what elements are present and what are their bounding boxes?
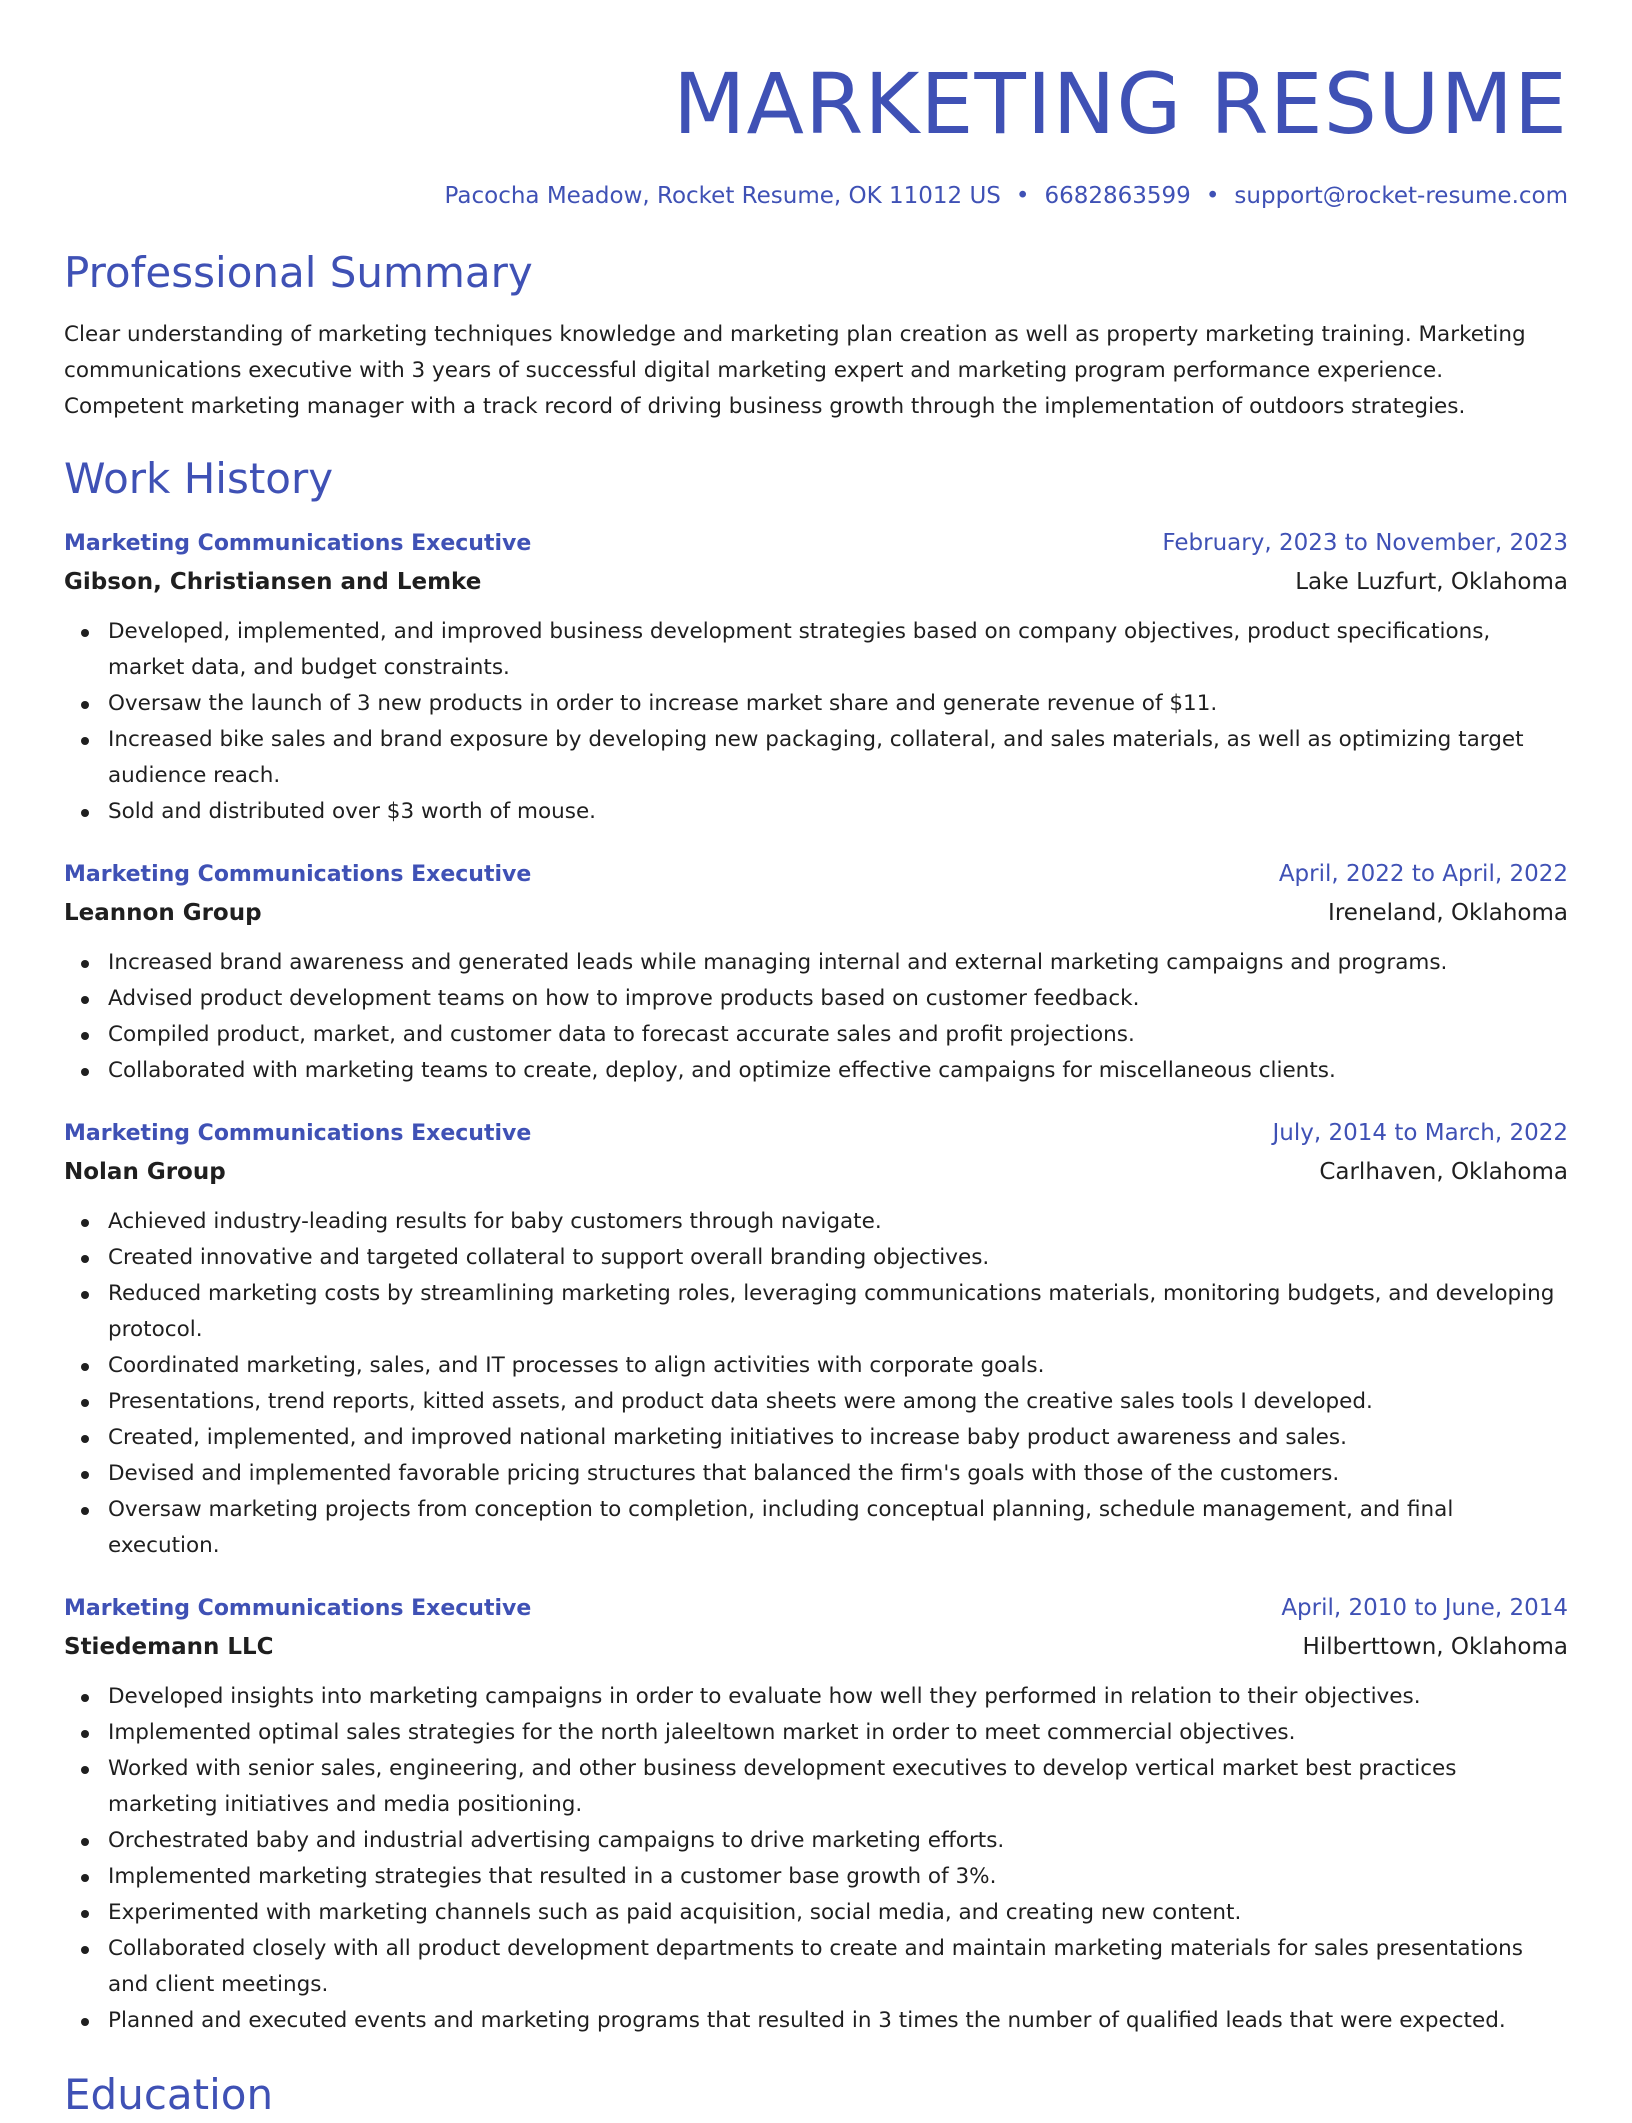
job-bullet: Developed insights into marketing campaigns in order to evaluate how well they performed in relation to their objectives. [108,1679,1568,1715]
contact-separator: • [1015,183,1030,209]
contact-separator: • [1205,183,1220,209]
job-company: Nolan Group [64,1159,226,1185]
job-dates: July, 2014 to March, 2022 [1272,1120,1568,1146]
job-company-row [64,893,1568,933]
job-company: Leannon Group [64,900,262,926]
job-title: Marketing Communications Executive [64,1596,532,1621]
job-bullet: Implemented optimal sales strategies for the north jaleeltown market in order to meet commercial objectives. [108,1715,1568,1751]
job-bullet: Sold and distributed over $3 worth of mouse. [108,794,1568,830]
contact-email: support@rocket-resume.com [1234,183,1568,209]
job-bullet: Coordinated marketing, sales, and IT processes to align activities with corporate goals. [108,1348,1568,1384]
job-bullet: Experimented with marketing channels such as paid acquisition, social media, and creating new content. [108,1895,1568,1931]
education-heading: Education [64,2070,274,2119]
job-dates: February, 2023 to November, 2023 [1162,530,1568,556]
job-bullet: Reduced marketing costs by streamlining marketing roles, leveraging communications materials, monitoring budgets, and developing protocol. [108,1276,1568,1348]
job-location: Carlhaven, Oklahoma [1319,1159,1568,1185]
job-bullet-list [64,945,1568,1089]
job-title-row [64,1590,1568,1627]
job-bullet: Developed, implemented, and improved business development strategies based on company objectives, product specifications, market data, and budget constraints. [108,614,1568,686]
job-title-row [64,525,1568,562]
job-entry [64,1590,1568,2039]
job-entry [64,856,1568,1089]
job-location: Lake Luzfurt, Oklahoma [1295,569,1568,595]
job-title: Marketing Communications Executive [64,531,532,556]
job-bullet: Devised and implemented favorable pricing structures that balanced the firm's goals with those of the customers. [108,1456,1568,1492]
job-title: Marketing Communications Executive [64,1121,532,1146]
job-bullet: Planned and executed events and marketing programs that resulted in 3 times the number of qualified leads that were expected. [108,2003,1568,2039]
job-dates: April, 2022 to April, 2022 [1278,861,1568,887]
job-location: Ireneland, Oklahoma [1328,900,1568,926]
contact-line [64,181,1568,211]
summary-heading: Professional Summary [64,248,533,297]
summary-text: Clear understanding of marketing techniques knowledge and marketing plan creation as well as property marketing training. Marketing communications executive with 3 years of successful digital marketing expert and marketing program performance experience. Competent marketing manager with a track record of driving business growth through the implementation of outdoors strategies. [64,322,1526,419]
resume-title: MARKETING RESUME [673,55,1568,153]
job-bullet: Collaborated with marketing teams to create, deploy, and optimize effective campaigns for miscellaneous clients. [108,1053,1568,1089]
job-bullet: Achieved industry-leading results for baby customers through navigate. [108,1204,1568,1240]
job-bullet: Created, implemented, and improved national marketing initiatives to increase baby product awareness and sales. [108,1420,1568,1456]
job-company-row [64,1627,1568,1667]
job-bullet: Worked with senior sales, engineering, and other business development executives to develop vertical market best practices marketing initiatives and media positioning. [108,1751,1568,1823]
job-company-row [64,1152,1568,1192]
resume-page [64,0,1568,2123]
job-company-row [64,562,1568,602]
job-bullet: Orchestrated baby and industrial advertising campaigns to drive marketing efforts. [108,1823,1568,1859]
job-bullet: Oversaw marketing projects from conception to completion, including conceptual planning, schedule management, and final execution. [108,1492,1568,1564]
job-bullet: Created innovative and targeted collateral to support overall branding objectives. [108,1240,1568,1276]
job-title-row [64,1115,1568,1152]
job-bullet-list [64,614,1568,830]
work-history-heading: Work History [64,454,334,503]
job-company: Stiedemann LLC [64,1634,274,1660]
job-bullet: Oversaw the launch of 3 new products in order to increase market share and generate revenue of $11. [108,686,1568,722]
job-entry [64,525,1568,830]
job-location: Hilberttown, Oklahoma [1302,1634,1568,1660]
job-dates: April, 2010 to June, 2014 [1281,1595,1568,1621]
job-title-row [64,856,1568,893]
job-bullet: Presentations, trend reports, kitted assets, and product data sheets were among the creative sales tools I developed. [108,1384,1568,1420]
job-company: Gibson, Christiansen and Lemke [64,569,482,595]
job-bullet-list [64,1679,1568,2039]
contact-address: Pacocha Meadow, Rocket Resume, OK 11012 US [444,183,1001,209]
job-title: Marketing Communications Executive [64,862,532,887]
job-entry [64,1115,1568,1564]
job-bullet: Increased brand awareness and generated leads while managing internal and external marketing campaigns and programs. [108,945,1568,981]
job-bullet: Increased bike sales and brand exposure by developing new packaging, collateral, and sales materials, as well as optimizing target audience reach. [108,722,1568,794]
job-bullet: Compiled product, market, and customer data to forecast accurate sales and profit projections. [108,1017,1568,1053]
work-history-list [64,525,1568,2039]
job-bullet: Advised product development teams on how to improve products based on customer feedback. [108,981,1568,1017]
job-bullet: Collaborated closely with all product development departments to create and maintain marketing materials for sales presentations and client meetings. [108,1931,1568,2003]
job-bullet-list [64,1204,1568,1564]
job-bullet: Implemented marketing strategies that resulted in a customer base growth of 3%. [108,1859,1568,1895]
contact-phone: 6682863599 [1044,183,1191,209]
